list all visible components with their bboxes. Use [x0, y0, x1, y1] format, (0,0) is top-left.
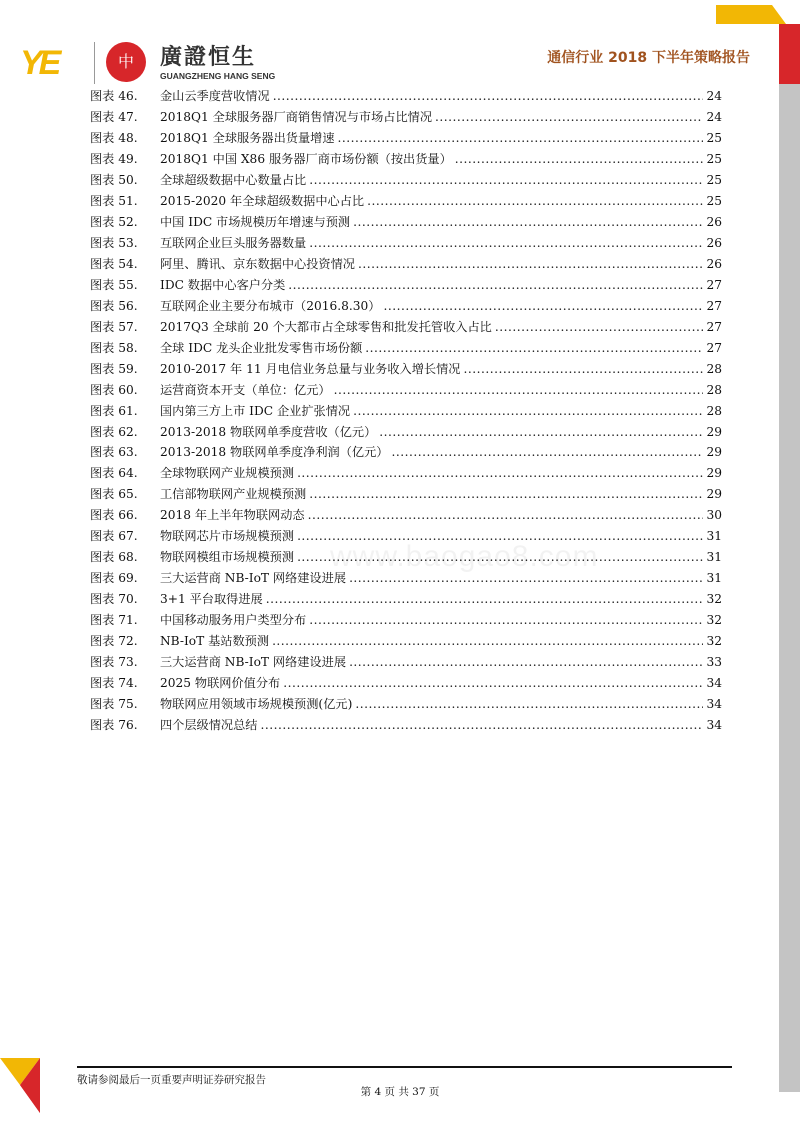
- figure-title: 三大运营商 NB-IoT 网络建设进展: [160, 655, 347, 670]
- figure-page: 25: [706, 151, 722, 166]
- figure-page: 24: [706, 109, 722, 124]
- figure-label: 图表 68.: [90, 550, 138, 565]
- figure-page: 32: [706, 613, 722, 628]
- footer-disclaimer: 敬请参阅最后一页重要声明证券研究报告: [77, 1074, 266, 1086]
- figure-title: 互联网企业主要分布城市（2016.8.30）: [160, 298, 381, 313]
- dot-leader: [358, 254, 703, 275]
- logo-mark: YE: [20, 44, 58, 82]
- figure-page: 27: [706, 319, 722, 334]
- toc-entry[interactable]: [90, 484, 722, 505]
- figure-label: 图表 76.: [90, 718, 138, 733]
- side-bar-gray: [779, 84, 800, 1092]
- toc-entry[interactable]: [90, 128, 722, 149]
- dot-leader: [365, 338, 703, 359]
- figure-title: 全球 IDC 龙头企业批发零售市场份额: [160, 340, 363, 355]
- dot-leader: [309, 233, 703, 254]
- figure-label: 图表 74.: [90, 676, 138, 691]
- dot-leader: [379, 422, 703, 443]
- figure-title: 2017Q3 全球前 20 个大都市占全球零售和批发托管收入占比: [160, 319, 492, 334]
- toc-entry[interactable]: [90, 86, 722, 107]
- dot-leader: [288, 275, 703, 296]
- figure-title: 2010-2017 年 11 月电信业务总量与业务收入增长情况: [160, 361, 461, 376]
- dot-leader: [353, 401, 703, 422]
- figure-label: 图表 60.: [90, 382, 138, 397]
- figure-title: 工信部物联网产业规模预测: [160, 487, 307, 502]
- toc-entry[interactable]: [90, 275, 722, 296]
- dot-leader: [349, 652, 703, 673]
- figure-label: 图表 73.: [90, 655, 138, 670]
- figure-page: 33: [706, 655, 722, 670]
- figure-page: 34: [706, 718, 722, 733]
- figure-page: 34: [706, 676, 722, 691]
- figure-label: 图表 50.: [90, 172, 138, 187]
- report-title: 通信行业 2018 下半年策略报告: [547, 50, 750, 66]
- figure-label: 图表 62.: [90, 424, 138, 439]
- toc-entry[interactable]: [90, 631, 722, 652]
- figure-title: 物联网芯片市场规模预测: [160, 529, 295, 544]
- figure-page: 28: [706, 361, 722, 376]
- figure-label: 图表 51.: [90, 193, 138, 208]
- figure-page: 31: [706, 550, 722, 565]
- dot-leader: [383, 296, 703, 317]
- figure-label: 图表 69.: [90, 571, 138, 586]
- figure-title: 中国移动服务用户类型分布: [160, 613, 307, 628]
- dot-leader: [435, 107, 703, 128]
- toc-entry[interactable]: [90, 170, 722, 191]
- figure-page: 29: [706, 466, 722, 481]
- figure-title: 国内第三方上市 IDC 企业扩张情况: [160, 403, 351, 418]
- figure-title: 物联网应用领域市场规模预测(亿元): [160, 697, 353, 712]
- dot-leader: [266, 589, 704, 610]
- figure-label: 图表 54.: [90, 256, 138, 271]
- figure-label: 图表 75.: [90, 697, 138, 712]
- figure-page: 27: [706, 340, 722, 355]
- toc-entry[interactable]: [90, 505, 722, 526]
- dot-leader: [495, 317, 704, 338]
- figure-title: 2018Q1 全球服务器厂商销售情况与市场占比情况: [160, 109, 433, 124]
- toc-entry[interactable]: [90, 463, 722, 484]
- figure-title: 金山云季度营收情况: [160, 89, 270, 103]
- figure-title: 全球超级数据中心数量占比: [160, 172, 307, 187]
- dot-leader: [273, 86, 704, 107]
- figure-label: 图表 66.: [90, 508, 138, 523]
- dot-leader: [309, 170, 703, 191]
- figure-title: 阿里、腾讯、京东数据中心投资情况: [160, 256, 355, 271]
- figure-label: 图表 64.: [90, 466, 138, 481]
- figure-page: 28: [706, 403, 722, 418]
- figure-title: 中国 IDC 市场规模历年增速与预测: [160, 214, 351, 229]
- toc-entry[interactable]: [90, 380, 722, 401]
- dot-leader: [391, 442, 703, 463]
- toc-entry[interactable]: [90, 359, 722, 380]
- figure-title: IDC 数据中心客户分类: [160, 277, 286, 292]
- figure-label: 图表 65.: [90, 487, 138, 502]
- dot-leader: [355, 694, 703, 715]
- figure-page: 26: [706, 256, 722, 271]
- figure-title: 2015-2020 年全球超级数据中心占比: [160, 193, 365, 208]
- figure-page: 29: [706, 424, 722, 439]
- toc-entry[interactable]: [90, 317, 722, 338]
- dot-leader: [308, 505, 704, 526]
- figure-label: 图表 72.: [90, 634, 138, 649]
- toc-entry[interactable]: [90, 694, 722, 715]
- corner-tab-yellow: [716, 5, 786, 24]
- figure-title: 全球物联网产业规模预测: [160, 466, 295, 481]
- toc-entry[interactable]: [90, 296, 722, 317]
- figure-page: 29: [706, 487, 722, 502]
- figure-page: 31: [706, 529, 722, 544]
- side-bar-red: [779, 24, 800, 84]
- figure-title: 四个层级情况总结: [160, 718, 258, 733]
- figure-title: 2018 年上半年物联网动态: [160, 508, 305, 523]
- toc-entry[interactable]: [90, 338, 722, 359]
- figure-index-list: [90, 86, 722, 736]
- brand-name-en: GUANGZHENG HANG SENG: [160, 71, 276, 81]
- dot-leader: [334, 380, 704, 401]
- figure-label: 图表 57.: [90, 319, 138, 334]
- dot-leader: [309, 610, 703, 631]
- toc-entry[interactable]: [90, 254, 722, 275]
- figure-label: 图表 46.: [90, 89, 138, 103]
- dot-leader: [463, 359, 703, 380]
- figure-label: 图表 48.: [90, 130, 138, 145]
- toc-entry[interactable]: [90, 422, 722, 443]
- toc-entry[interactable]: [90, 149, 722, 170]
- figure-label: 图表 59.: [90, 361, 138, 376]
- figure-label: 图表 70.: [90, 592, 138, 607]
- toc-entry[interactable]: [90, 673, 722, 694]
- figure-label: 图表 67.: [90, 529, 138, 544]
- figure-label: 图表 52.: [90, 214, 138, 229]
- figure-title: 互联网企业巨头服务器数量: [160, 235, 307, 250]
- figure-title: 三大运营商 NB-IoT 网络建设进展: [160, 571, 347, 586]
- figure-label: 图表 71.: [90, 613, 138, 628]
- figure-title: 2013-2018 物联网单季度营收（亿元）: [160, 424, 377, 439]
- dot-leader: [261, 715, 704, 736]
- dot-leader: [455, 149, 704, 170]
- figure-title: 2025 物联网价值分布: [160, 676, 281, 691]
- dot-leader: [338, 128, 704, 149]
- toc-entry[interactable]: [90, 233, 722, 254]
- figure-title: 2018Q1 全球服务器出货量增速: [160, 130, 335, 145]
- toc-entry[interactable]: [90, 401, 722, 422]
- figure-title: 运营商资本开支（单位：亿元）: [160, 382, 331, 397]
- figure-page: 28: [706, 382, 722, 397]
- dot-leader: [297, 463, 703, 484]
- figure-label: 图表 49.: [90, 151, 138, 166]
- dot-leader: [367, 191, 703, 212]
- figure-page: 25: [706, 193, 722, 208]
- toc-entry[interactable]: [90, 212, 722, 233]
- figure-label: 图表 56.: [90, 298, 138, 313]
- figure-page: 27: [706, 298, 722, 313]
- figure-page: 25: [706, 172, 722, 187]
- dot-leader: [309, 484, 703, 505]
- figure-page: 32: [706, 634, 722, 649]
- toc-entry[interactable]: [90, 610, 722, 631]
- figure-title: 2018Q1 中国 X86 服务器厂商市场份额（按出货量）: [160, 151, 452, 166]
- figure-page: 26: [706, 214, 722, 229]
- dot-leader: [353, 212, 703, 233]
- figure-label: 图表 55.: [90, 277, 138, 292]
- figure-title: 2013-2018 物联网单季度净利润（亿元）: [160, 445, 389, 460]
- company-logo: [20, 40, 290, 86]
- dot-leader: [272, 631, 703, 652]
- figure-page: 27: [706, 277, 722, 292]
- page-number: 第 4 页 共 37 页: [360, 1086, 440, 1098]
- toc-entry[interactable]: [90, 107, 722, 128]
- toc-entry[interactable]: [90, 191, 722, 212]
- toc-entry[interactable]: [90, 589, 722, 610]
- logo-divider: [94, 42, 95, 84]
- toc-entry[interactable]: [90, 442, 722, 463]
- figure-title: NB-IoT 基站数预测: [160, 634, 270, 649]
- toc-entry[interactable]: [90, 652, 722, 673]
- figure-label: 图表 63.: [90, 445, 138, 460]
- figure-title: 物联网模组市场规模预测: [160, 550, 295, 565]
- figure-page: 31: [706, 571, 722, 586]
- dot-leader: [283, 673, 703, 694]
- toc-entry[interactable]: [90, 715, 722, 736]
- figure-label: 图表 53.: [90, 235, 138, 250]
- footer-divider: [77, 1066, 732, 1068]
- figure-label: 图表 61.: [90, 403, 138, 418]
- figure-page: 30: [706, 508, 722, 523]
- watermark: www.baogao8.com: [330, 540, 599, 573]
- figure-title: 3+1 平台取得进展: [160, 592, 263, 607]
- figure-page: 24: [706, 89, 722, 103]
- figure-label: 图表 47.: [90, 109, 138, 124]
- figure-page: 25: [706, 130, 722, 145]
- figure-page: 34: [706, 697, 722, 712]
- logo-seal-icon: 中: [106, 42, 146, 82]
- figure-page: 32: [706, 592, 722, 607]
- figure-label: 图表 58.: [90, 340, 138, 355]
- figure-page: 29: [706, 445, 722, 460]
- figure-page: 26: [706, 235, 722, 250]
- brand-name-cn: 廣證恒生: [160, 45, 257, 70]
